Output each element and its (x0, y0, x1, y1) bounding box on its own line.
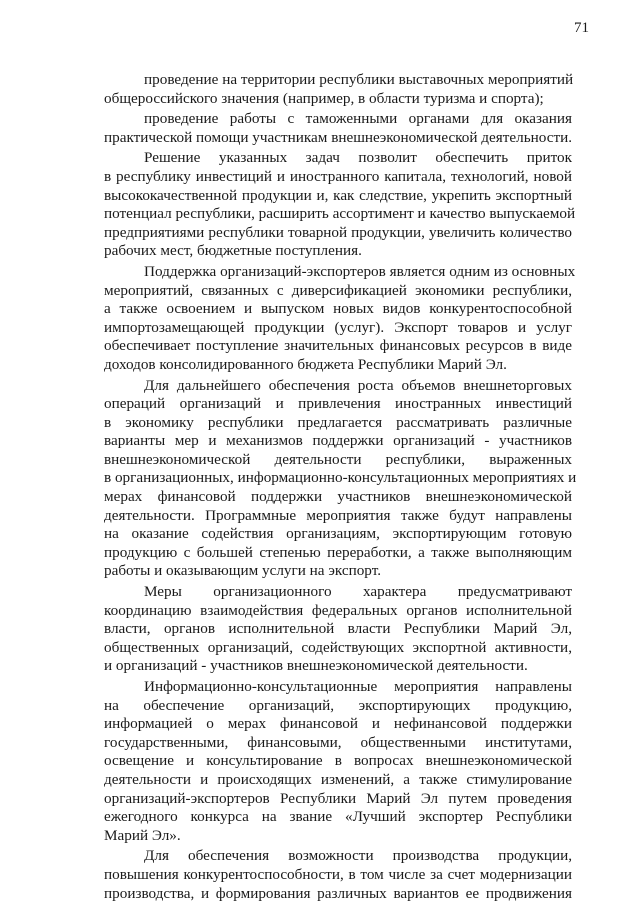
paragraph (104, 678, 572, 845)
paragraph (104, 110, 572, 147)
text-line: деятельности. Программные мероприятия также будут направлены (104, 506, 572, 524)
text-line: государственными, финансовыми, общественными институтами, (104, 733, 572, 751)
text-line: в организационных, информационно-консультационных мероприятиях и (104, 469, 577, 487)
text-line: Решение указанных задач позволит обеспечить приток (144, 149, 572, 167)
text-line: Информационно-консультационные мероприятия направлены (144, 678, 572, 695)
text-line: проведение работы с таможенными органами для оказания (144, 110, 572, 128)
paragraph (104, 71, 572, 108)
paragraph (104, 262, 576, 375)
text-line: на оказание содействия организациям, экспортирующим готовую (104, 525, 572, 543)
text-line: и организаций - участников внешнеэкономической деятельности. (104, 657, 528, 675)
paragraph (104, 149, 576, 261)
text-line: Поддержка организаций-экспортеров является одним из основных (144, 262, 576, 280)
text-line: деятельности и происходящих изменений, а также стимулирование (104, 770, 572, 788)
text-line: общероссийского значения (например, в области туризма и спорта); (104, 89, 544, 107)
text-line: проведение на территории республики выставочных мероприятий (144, 71, 574, 88)
text-line: организаций-экспортеров Республики Марий Эл путем проведения (104, 789, 572, 807)
text-line: власти, органов исполнительной власти Республики Марий Эл, (104, 620, 572, 638)
text-line: рабочих мест, бюджетные поступления. (104, 242, 362, 260)
document-body (104, 71, 577, 903)
text-line: Для обеспечения возможности производства продукции, (144, 847, 572, 865)
text-line: обеспечивает поступление значительных финансовых ресурсов в виде (104, 337, 572, 355)
text-line: работы и оказывающим услуги на экспорт. (104, 562, 381, 580)
text-line: предприятиями республики товарной продукции, увеличить количество (104, 223, 572, 241)
text-line: освещение и консультирование в вопросах внешнеэкономической (104, 752, 572, 770)
text-line: координацию взаимодействия федеральных органов исполнительной (104, 601, 572, 619)
text-line: внешнеэкономической деятельности республики, выраженных (104, 450, 572, 468)
text-line: доходов консолидированного бюджета Республики Марий Эл. (104, 355, 507, 373)
text-line: варианты мер и механизмов поддержки организаций - участников (104, 432, 572, 450)
text-line: повышения конкурентоспособности, в том числе за счет модернизации (104, 865, 572, 883)
text-line: операций организаций и привлечения иностранных инвестиций (104, 395, 572, 413)
text-line: в республику инвестиций и иностранного капитала, технологий, новой (104, 167, 572, 185)
text-line: импортозамещающей продукции (услуг). Экспорт товаров и услуг (104, 318, 572, 336)
text-line: мероприятий, связанных с диверсификацией экономики республики, (104, 281, 572, 299)
text-line: информацией о мерах финансовой и нефинансовой поддержки (104, 715, 572, 733)
text-line: продукцию с большей степенью переработки, а также выполняющим (104, 543, 572, 561)
text-line: Меры организационного характера предусматривают (144, 583, 572, 601)
text-line: производства, и формирования различных вариантов ее продвижения (104, 884, 572, 902)
text-line: общественных организаций, содействующих экспортной активности, (104, 638, 572, 656)
text-line: ежегодного конкурса на звание «Лучший экспортер Республики (104, 808, 572, 826)
text-line: Для дальнейшего обеспечения роста объемов внешнеторговых (144, 376, 572, 394)
paragraph (104, 847, 572, 903)
paragraph (104, 583, 572, 676)
text-line: на обеспечение организаций, экспортирующих продукцию, (104, 696, 572, 714)
text-line: Марий Эл». (104, 826, 181, 844)
text-line: высококачественной продукции и, как следствие, укрепить экспортный (104, 186, 572, 204)
text-line: мерах финансовой поддержки участников внешнеэкономической (104, 488, 572, 506)
page-number: 71 (574, 20, 589, 36)
text-line: потенциал республики, расширить ассортимент и качество выпускаемой (104, 205, 576, 223)
text-line: в экономику республики предлагается рассматривать различные (104, 413, 572, 431)
text-line: практической помощи участникам внешнеэкономической деятельности. (104, 128, 573, 146)
text-line: а также освоением и выпуском новых видов конкурентоспособной (104, 300, 572, 318)
paragraph (104, 376, 577, 582)
